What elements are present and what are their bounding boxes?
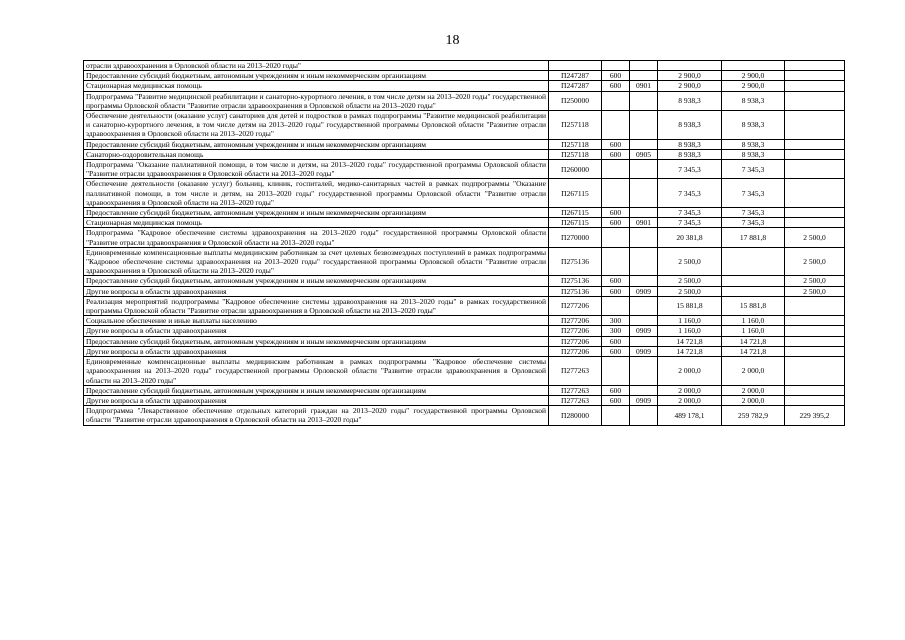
row-expense-type-cell: [602, 406, 630, 425]
row-name-cell: Санаторно-оздоровительная помощь: [84, 149, 549, 159]
row-total-cell: 2 900,0: [658, 81, 722, 91]
table-row: [84, 71, 845, 81]
table-row: [84, 326, 845, 336]
row-code-cell: П277263: [549, 395, 602, 405]
row-amount-2-cell: 2 500,0: [785, 247, 845, 276]
row-total-cell: 2 900,0: [658, 71, 722, 81]
row-section-cell: [630, 247, 658, 276]
row-total-cell: 2 000,0: [658, 357, 722, 386]
row-amount-2-cell: [785, 296, 845, 315]
row-code-cell: П277206: [549, 326, 602, 336]
row-name-cell: Реализация мероприятий подпрограммы "Кадровое обеспечение системы здравоохранения на 2013–2020 годы" в рамках государственной программы Орловской области "Развитие отрасли здравоохранения в Орловской области на 2013–2020 годы": [84, 296, 549, 315]
row-amount-2-cell: [785, 91, 845, 110]
row-expense-type-cell: 600: [602, 218, 630, 228]
table-row: [84, 160, 845, 179]
row-expense-type-cell: [602, 228, 630, 247]
row-name-cell: Подпрограмма "Развитие медицинской реабилитации и санаторно-курортного лечения, в том числе детям на 2013–2020 годы" государственной программы Орловской области "Развитие отрасли здравоохранения в Орловской области на 2013–2020 годы": [84, 91, 549, 110]
row-section-cell: [630, 91, 658, 110]
table-row: [84, 286, 845, 296]
row-code-cell: П250000: [549, 91, 602, 110]
row-code-cell: П277206: [549, 336, 602, 346]
row-amount-2-cell: 2 500,0: [785, 228, 845, 247]
row-expense-type-cell: 600: [602, 71, 630, 81]
row-amount-1-cell: 1 160,0: [722, 316, 785, 326]
row-amount-2-cell: [785, 149, 845, 159]
row-section-cell: [630, 208, 658, 218]
row-expense-type-cell: 600: [602, 336, 630, 346]
table-row: [84, 149, 845, 159]
row-name-cell: Подпрограмма "Кадровое обеспечение системы здравоохранения на 2013–2020 годы" государственной программы Орловской области "Развитие отрасли здравоохранения в Орловской области на 2013–2020 годы": [84, 228, 549, 247]
row-code-cell: П267115: [549, 208, 602, 218]
row-amount-1-cell: 7 345,3: [722, 208, 785, 218]
row-total-cell: 2 500,0: [658, 286, 722, 296]
row-section-cell: [630, 276, 658, 286]
row-name-cell: Обеспечение деятельности (оказание услуг) больниц, клиник, госпиталей, медико-санитарных частей в рамках подпрограммы "Оказание паллиативной помощи, в том числе и детям, на 2013–2020 годы" государственной программы Орловской области "Развитие отрасли здравоохранения в Орловской области на 2013–2020 годы": [84, 179, 549, 208]
row-expense-type-cell: [602, 179, 630, 208]
row-amount-1-cell: 17 881,8: [722, 228, 785, 247]
row-section-cell: 0909: [630, 286, 658, 296]
row-expense-type-cell: 600: [602, 208, 630, 218]
table-row: [84, 385, 845, 395]
row-expense-type-cell: [602, 247, 630, 276]
row-total-cell: 1 160,0: [658, 316, 722, 326]
row-expense-type-cell: 300: [602, 326, 630, 336]
row-total-cell: [658, 61, 722, 71]
row-amount-1-cell: 15 881,8: [722, 296, 785, 315]
row-total-cell: 2 500,0: [658, 276, 722, 286]
row-amount-1-cell: 2 900,0: [722, 71, 785, 81]
row-section-cell: 0909: [630, 346, 658, 356]
row-code-cell: П277263: [549, 385, 602, 395]
table-row: [84, 228, 845, 247]
row-amount-2-cell: 229 395,2: [785, 406, 845, 425]
row-amount-2-cell: [785, 357, 845, 386]
row-section-cell: [630, 71, 658, 81]
row-total-cell: 2 000,0: [658, 385, 722, 395]
row-total-cell: 8 938,3: [658, 149, 722, 159]
row-total-cell: 489 178,1: [658, 406, 722, 425]
row-code-cell: П277206: [549, 346, 602, 356]
row-total-cell: 14 721,8: [658, 346, 722, 356]
table-row: [84, 346, 845, 356]
budget-table: [83, 60, 845, 426]
row-amount-1-cell: 2 000,0: [722, 385, 785, 395]
row-code-cell: П247287: [549, 81, 602, 91]
row-total-cell: 1 160,0: [658, 326, 722, 336]
row-code-cell: П275136: [549, 276, 602, 286]
row-amount-2-cell: [785, 385, 845, 395]
row-name-cell: отрасли здравоохранения в Орловской области на 2013–2020 годы": [84, 61, 549, 71]
row-amount-2-cell: [785, 179, 845, 208]
row-expense-type-cell: 600: [602, 385, 630, 395]
table-row: [84, 139, 845, 149]
row-total-cell: 2 000,0: [658, 395, 722, 405]
row-section-cell: 0909: [630, 395, 658, 405]
row-amount-1-cell: 2 900,0: [722, 81, 785, 91]
row-total-cell: 8 938,3: [658, 91, 722, 110]
row-amount-1-cell: 259 782,9: [722, 406, 785, 425]
row-amount-1-cell: [722, 276, 785, 286]
table-row: [84, 395, 845, 405]
row-amount-1-cell: 14 721,8: [722, 346, 785, 356]
row-section-cell: [630, 385, 658, 395]
row-section-cell: [630, 336, 658, 346]
row-name-cell: Предоставление субсидий бюджетным, автономным учреждениям и иным некоммерческим организациям: [84, 208, 549, 218]
row-amount-2-cell: [785, 346, 845, 356]
table-body: [84, 61, 845, 426]
row-code-cell: П267115: [549, 218, 602, 228]
row-name-cell: Предоставление субсидий бюджетным, автономным учреждениям и иным некоммерческим организациям: [84, 385, 549, 395]
row-name-cell: Обеспечение деятельности (оказание услуг) санаториев для детей и подростков в рамках подпрограммы "Развитие медицинской реабилитации и санаторно-курортного лечения, в том числе детям на 2013–2020 годы" государственной программы Орловской области "Развитие отрасли здравоохранения в Орловской области на 2013–2020 годы": [84, 111, 549, 140]
table-row: [84, 218, 845, 228]
row-total-cell: 2 500,0: [658, 247, 722, 276]
row-code-cell: П275136: [549, 286, 602, 296]
row-expense-type-cell: [602, 91, 630, 110]
row-expense-type-cell: 600: [602, 395, 630, 405]
row-amount-2-cell: 2 500,0: [785, 286, 845, 296]
row-name-cell: Единовременные компенсационные выплаты медицинским работникам за счет целевых безвозмездных поступлений в рамках подпрограммы "Кадровое обеспечение системы здравоохранения на 2013–2020 годы" государственной программы Орловской области "Развитие отрасли здравоохранения в Орловской области на 2013–2020 годы": [84, 247, 549, 276]
row-section-cell: 0909: [630, 326, 658, 336]
row-section-cell: [630, 111, 658, 140]
row-code-cell: [549, 61, 602, 71]
row-name-cell: Социальное обеспечение и иные выплаты населению: [84, 316, 549, 326]
row-total-cell: 20 381,8: [658, 228, 722, 247]
row-name-cell: Предоставление субсидий бюджетным, автономным учреждениям и иным некоммерческим организациям: [84, 139, 549, 149]
row-amount-1-cell: 7 345,3: [722, 160, 785, 179]
row-name-cell: Другие вопросы в области здравоохранения: [84, 346, 549, 356]
row-code-cell: П257118: [549, 139, 602, 149]
row-code-cell: П247287: [549, 71, 602, 81]
row-amount-2-cell: 2 500,0: [785, 276, 845, 286]
row-amount-2-cell: [785, 71, 845, 81]
row-name-cell: Предоставление субсидий бюджетным, автономным учреждениям и иным некоммерческим организациям: [84, 336, 549, 346]
row-section-cell: [630, 316, 658, 326]
row-section-cell: 0901: [630, 81, 658, 91]
row-total-cell: 14 721,8: [658, 336, 722, 346]
row-amount-2-cell: [785, 395, 845, 405]
row-name-cell: Другие вопросы в области здравоохранения: [84, 286, 549, 296]
row-code-cell: П277206: [549, 316, 602, 326]
row-amount-2-cell: [785, 160, 845, 179]
table-row: [84, 336, 845, 346]
row-code-cell: П270000: [549, 228, 602, 247]
row-amount-2-cell: [785, 326, 845, 336]
row-expense-type-cell: [602, 61, 630, 71]
row-amount-2-cell: [785, 218, 845, 228]
row-expense-type-cell: 300: [602, 316, 630, 326]
row-total-cell: 7 345,3: [658, 160, 722, 179]
row-section-cell: [630, 179, 658, 208]
row-amount-1-cell: 1 160,0: [722, 326, 785, 336]
row-section-cell: [630, 296, 658, 315]
row-expense-type-cell: 600: [602, 346, 630, 356]
row-expense-type-cell: 600: [602, 149, 630, 159]
table-row: [84, 357, 845, 386]
row-section-cell: [630, 357, 658, 386]
row-total-cell: 7 345,3: [658, 208, 722, 218]
row-amount-1-cell: 8 938,3: [722, 91, 785, 110]
row-name-cell: Единовременные компенсационные выплаты медицинским работникам в рамках подпрограммы "Кадровое обеспечение системы здравоохранения на 2013–2020 годы" государственной программы Орловской области "Развитие отрасли здравоохранения в Орловской области на 2013–2020 годы": [84, 357, 549, 386]
table-row: [84, 111, 845, 140]
row-section-cell: [630, 160, 658, 179]
row-amount-1-cell: 7 345,3: [722, 179, 785, 208]
row-expense-type-cell: [602, 160, 630, 179]
row-expense-type-cell: [602, 296, 630, 315]
row-amount-2-cell: [785, 81, 845, 91]
row-code-cell: П267115: [549, 179, 602, 208]
row-amount-1-cell: [722, 286, 785, 296]
row-name-cell: Другие вопросы в области здравоохранения: [84, 395, 549, 405]
table-row: [84, 316, 845, 326]
table-row: [84, 208, 845, 218]
row-section-cell: [630, 61, 658, 71]
row-code-cell: П257118: [549, 111, 602, 140]
row-section-cell: 0901: [630, 218, 658, 228]
row-amount-2-cell: [785, 316, 845, 326]
row-amount-1-cell: 8 938,3: [722, 149, 785, 159]
row-section-cell: [630, 139, 658, 149]
row-amount-1-cell: 2 000,0: [722, 357, 785, 386]
row-amount-1-cell: [722, 247, 785, 276]
row-name-cell: Стационарная медицинская помощь: [84, 81, 549, 91]
row-amount-1-cell: 7 345,3: [722, 218, 785, 228]
row-code-cell: П280000: [549, 406, 602, 425]
row-total-cell: 7 345,3: [658, 179, 722, 208]
row-section-cell: [630, 228, 658, 247]
row-amount-1-cell: 14 721,8: [722, 336, 785, 346]
table-row: [84, 406, 845, 425]
row-amount-1-cell: 8 938,3: [722, 139, 785, 149]
table-row: [84, 81, 845, 91]
row-code-cell: П277263: [549, 357, 602, 386]
row-code-cell: П260000: [549, 160, 602, 179]
row-total-cell: 7 345,3: [658, 218, 722, 228]
table-row: [84, 91, 845, 110]
row-expense-type-cell: 600: [602, 276, 630, 286]
row-expense-type-cell: 600: [602, 286, 630, 296]
table-row: [84, 296, 845, 315]
row-amount-2-cell: [785, 208, 845, 218]
row-total-cell: 8 938,3: [658, 139, 722, 149]
row-amount-1-cell: 2 000,0: [722, 395, 785, 405]
row-expense-type-cell: [602, 111, 630, 140]
row-section-cell: 0905: [630, 149, 658, 159]
row-amount-2-cell: [785, 111, 845, 140]
row-name-cell: Стационарная медицинская помощь: [84, 218, 549, 228]
table-row: [84, 179, 845, 208]
row-amount-1-cell: [722, 61, 785, 71]
row-amount-2-cell: [785, 61, 845, 71]
row-code-cell: П257118: [549, 149, 602, 159]
table-row: [84, 61, 845, 71]
table-row: [84, 247, 845, 276]
row-code-cell: П275136: [549, 247, 602, 276]
row-amount-1-cell: 8 938,3: [722, 111, 785, 140]
row-expense-type-cell: 600: [602, 139, 630, 149]
row-expense-type-cell: 600: [602, 81, 630, 91]
row-name-cell: Подпрограмма "Оказание паллиативной помощи, в том числе и детям, на 2013–2020 годы" государственной программы Орловской области "Развитие отрасли здравоохранения в Орловской области на 2013–2020 годы": [84, 160, 549, 179]
row-name-cell: Предоставление субсидий бюджетным, автономным учреждениям и иным некоммерческим организациям: [84, 71, 549, 81]
page-number: 18: [445, 33, 460, 48]
row-name-cell: Другие вопросы в области здравоохранения: [84, 326, 549, 336]
row-section-cell: [630, 406, 658, 425]
row-amount-2-cell: [785, 139, 845, 149]
row-name-cell: Подпрограмма "Лекарственное обеспечение отдельных категорий граждан на 2013–2020 годы" государственной программы Орловской области "Развитие отрасли здравоохранения в Орловской области на 2013–2020 годы": [84, 406, 549, 425]
row-total-cell: 8 938,3: [658, 111, 722, 140]
row-expense-type-cell: [602, 357, 630, 386]
row-total-cell: 15 881,8: [658, 296, 722, 315]
table-row: [84, 276, 845, 286]
row-name-cell: Предоставление субсидий бюджетным, автономным учреждениям и иным некоммерческим организациям: [84, 276, 549, 286]
row-amount-2-cell: [785, 336, 845, 346]
row-code-cell: П277206: [549, 296, 602, 315]
